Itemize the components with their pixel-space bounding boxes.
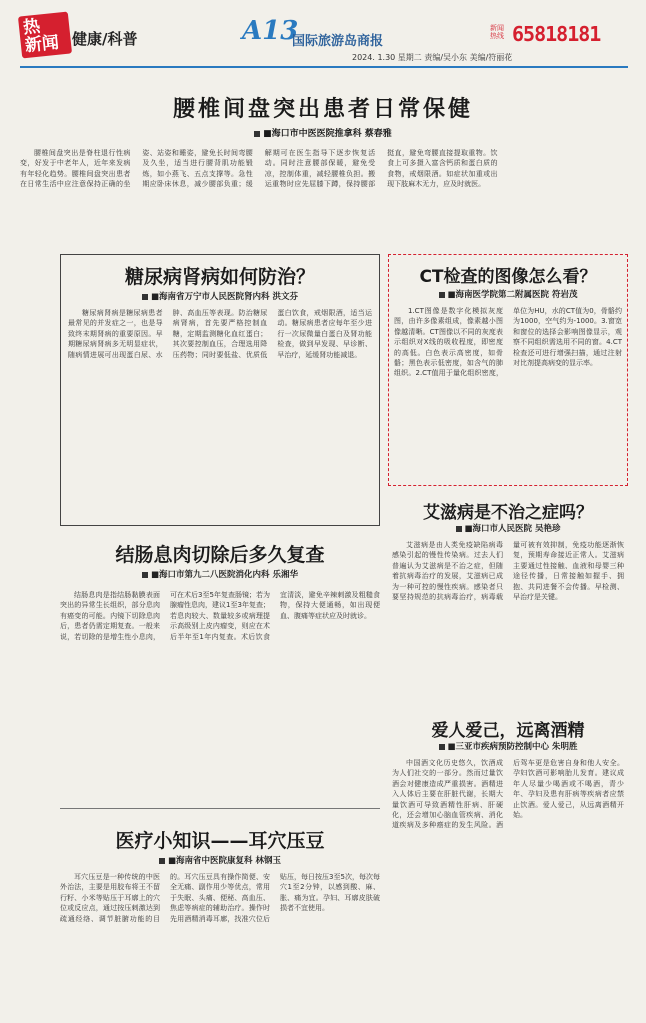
diabetes-byline-text: ■海南省万宁市人民医院肾内科 洪文芬 [151,292,298,302]
main-byline [0,126,646,139]
aids-title: 艾滋病是不治之症吗？ [423,503,593,523]
header-rule [20,66,628,68]
alcohol-text: 中国酒文化历史悠久，饮酒成为人们社交的一部分。然而过量饮酒会对健康造成严重损害。酒精进入人体后主要在肝脏代谢，长期大量饮酒可导致酒精性肝病、肝硬化，还会增加心脑血管疾病、消化道疾病及多种癌症的发生风险。酒后驾车更是危害自身和他人安全。孕妇饮酒可影响胎儿发育。建议成年人尽量少喝酒或不喝酒，青少年、孕妇及患有肝病等疾病者应禁止饮酒。爱人爱己，从远离酒精开始。 [392,759,624,830]
aids-body [392,540,624,708]
diabetes-text: 糖尿病肾病是糖尿病患者最常见的并发症之一，也是导致终末期肾病的重要原因。早期糖尿病肾病多无明显症状，随病情进展可出现蛋白尿、水肿、高血压等表现。防治糖尿病肾病，首先要严格控制血糖，定期监测糖化血红蛋白；其次要控制血压，合理选用降压药物；同时要低盐、优质低蛋白饮食，戒烟限酒，适当运动。糖尿病患者应每年至少进行一次尿微量白蛋白及肾功能检查，做到早发现、早诊断、早治疗，延缓肾功能减退。 [68,309,372,359]
aids-text: 艾滋病是由人类免疫缺陷病毒感染引起的慢性传染病。过去人们普遍认为艾滋病是不治之症，但随着抗病毒治疗的发展，艾滋病已成为一种可控的慢性疾病。感染者只要坚持规范的抗病毒治疗，病毒载量可被有效抑制，免疫功能逐渐恢复，预期寿命接近正常人。艾滋病主要通过性接触、血液和母婴三种途径传播，日常接触如握手、拥抱、共同进餐不会传播。早检测、早治疗是关键。 [392,541,624,602]
main-article-text: 腰椎间盘突出是脊柱退行性病变，好发于中老年人，近年来发病有年轻化趋势。腰椎间盘突出患者在日常生活中应注意保持正确的坐姿、站姿和睡姿，避免长时间弯腰及久坐，适当进行腰背肌功能锻炼，如小燕飞、五点支撑等。急性期应卧床休息，减少腰部负重；缓解期可在医生指导下逐步恢复活动。同时注意腰部保暖，避免受凉，控制体重，减轻腰椎负担。搬运重物时应先屈膝下蹲，保持腰部挺直，避免弯腰直接提取重物。饮食上可多摄入富含钙质和蛋白质的食物，戒烟限酒。如症状加重或出现下肢麻木无力，应及时就医。 [20,149,498,189]
hot-news-logo [18,12,72,59]
hotline-label: 新闻热线 [490,24,504,40]
ct-title: CT检查的图像怎么看？ [419,267,597,287]
section-title: 健康/科普 [72,30,138,48]
ear-byline-text: ■海南省中医院康复科 林钢玉 [168,856,281,866]
ear-title: 医疗小知识——耳穴压豆 [115,830,325,852]
intestine-byline [60,568,380,580]
main-byline-text: ■海口市中医医院推拿科 蔡春雅 [263,129,392,139]
hotline-number: 65818181 [512,22,601,46]
logo-text-2: 新闻 [24,32,60,57]
main-headline: 腰椎间盘突出患者日常保健 [172,97,473,122]
alcohol-body [392,758,624,1014]
alcohol-title: 爱人爱己，远离酒精 [431,721,585,741]
ear-body [60,872,380,1012]
ct-byline [388,288,628,300]
logo-text-1: 热 [22,16,42,39]
diabetes-title: 糖尿病肾病如何防治？ [124,266,315,288]
ct-byline-text: ■海南医学院第二附属医院 符岩茂 [447,290,578,300]
page-number: A13 [242,16,299,46]
divider [60,808,380,809]
ct-body [394,306,622,480]
ct-text: 1.CT图像是数字化模拟灰度图，由许多像素组成，像素越小图像越清晰。CT图像以不同的灰度表示组织对X线的吸收程度，即密度的高低。白色表示高密度，如骨骼；黑色表示低密度，如含气的肺组织。2.CT值用于量化组织密度，单位为HU，水的CT值为0，骨骼约为1000，空气约为-1000。3.窗宽和窗位的选择会影响图像显示，观察不同组织需选用不同的窗。4.CT检查还可进行增强扫描，通过注射对比剂提高病变的显示率。 [394,307,622,378]
intestine-byline-text: ■海口市第九二八医院消化内科 乐湘华 [151,570,298,580]
diabetes-body [68,308,372,518]
diabetes-byline [60,290,380,302]
aids-byline-text: ■海口市人民医院 吴艳珍 [464,524,561,534]
paper-name: 国际旅游岛商报 [292,34,384,49]
alcohol-byline-text: ■三亚市疾病预防控制中心 朱明胜 [447,742,578,752]
page-header [0,0,646,72]
alcohol-byline [388,740,628,752]
main-article-body [20,148,620,244]
intestine-text: 结肠息肉是指结肠黏膜表面突出的异常生长组织，部分息肉有癌变的可能。内镜下切除息肉后，患者仍需定期复查。一般来说，若切除的是增生性小息肉，可在术后3至5年复查肠镜；若为腺瘤性息肉，建议1至3年复查；若息肉较大、数量较多或病理提示高级别上皮内瘤变，则应在术后半年至1年内复查。术后饮食宜清淡，避免辛辣刺激及粗糙食物，保持大便通畅，如出现便血、腹痛等症状应及时就诊。 [60,591,380,641]
aids-byline [388,522,628,534]
dateline: 2024. 1.30 星期二 责编/吴小东 美编/符丽花 [352,53,513,62]
ear-byline [60,854,380,866]
ear-text: 耳穴压豆是一种传统的中医外治法，主要是用胶布将王不留行籽、小米等贴压于耳廓上的穴位或反应点，通过按压刺激达到疏通经络、调节脏腑功能的目的。耳穴压豆具有操作简便、安全无痛、副作用少等优点，常用于失眠、头痛、便秘、高血压、焦虑等病症的辅助治疗。操作时先用酒精消毒耳廓，找准穴位后贴压，每日按压3至5次，每次每穴1至2分钟，以感到酸、麻、胀、痛为宜。孕妇、耳廓皮肤破损者不宜使用。 [60,873,380,923]
intestine-title: 结肠息肉切除后多久复查 [115,544,325,566]
intestine-body [60,590,380,800]
